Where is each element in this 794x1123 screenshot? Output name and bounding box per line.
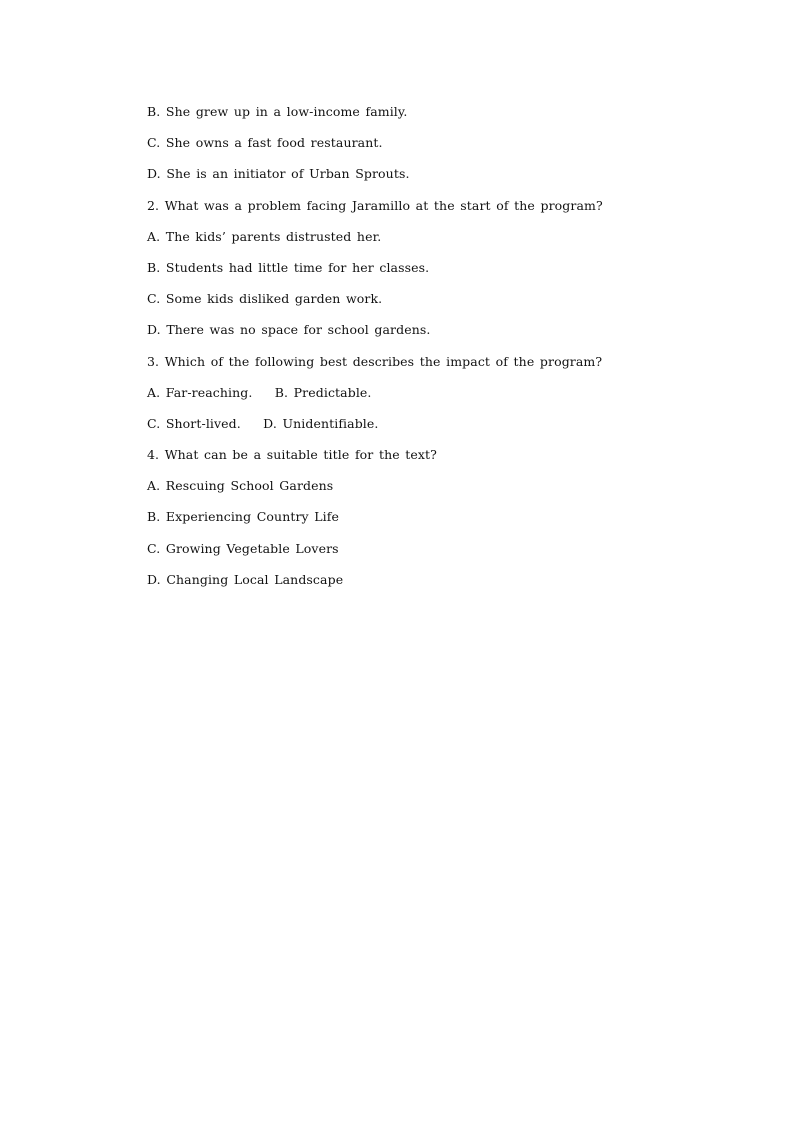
option-b-low-income: B. She grew up in a low-income family. xyxy=(147,104,408,119)
q4-option-d: D. Changing Local Landscape xyxy=(147,571,344,587)
question-3: 3. Which of the following best describes the impact of the program? xyxy=(147,353,603,369)
q3-options-c-d: C. Short-lived. D. Unidentifiable. xyxy=(147,415,379,431)
q4-option-b: B. Experiencing Country Life xyxy=(147,509,339,525)
q4-option-a: A. Rescuing School Gardens xyxy=(147,478,334,494)
q2-option-c: C. Some kids disliked garden work. xyxy=(147,291,383,307)
question-2: 2. What was a problem facing Jaramillo at the start of the program? xyxy=(147,197,603,213)
q4-option-c: C. Growing Vegetable Lovers xyxy=(147,540,339,556)
question-list xyxy=(147,104,747,603)
option-d-initiator: D. She is an initiator of Urban Sprouts. xyxy=(147,166,410,182)
q2-option-d: D. There was no space for school gardens. xyxy=(147,322,431,338)
q2-option-a: A. The kids’ parents distrusted her. xyxy=(147,228,382,244)
option-c-restaurant: C. She owns a fast food restaurant. xyxy=(147,135,383,151)
q2-option-b: B. Students had little time for her classes. xyxy=(147,259,430,275)
q3-options-a-b: A. Far-reaching. B. Predictable. xyxy=(147,384,372,400)
question-4: 4. What can be a suitable title for the text? xyxy=(147,447,437,463)
